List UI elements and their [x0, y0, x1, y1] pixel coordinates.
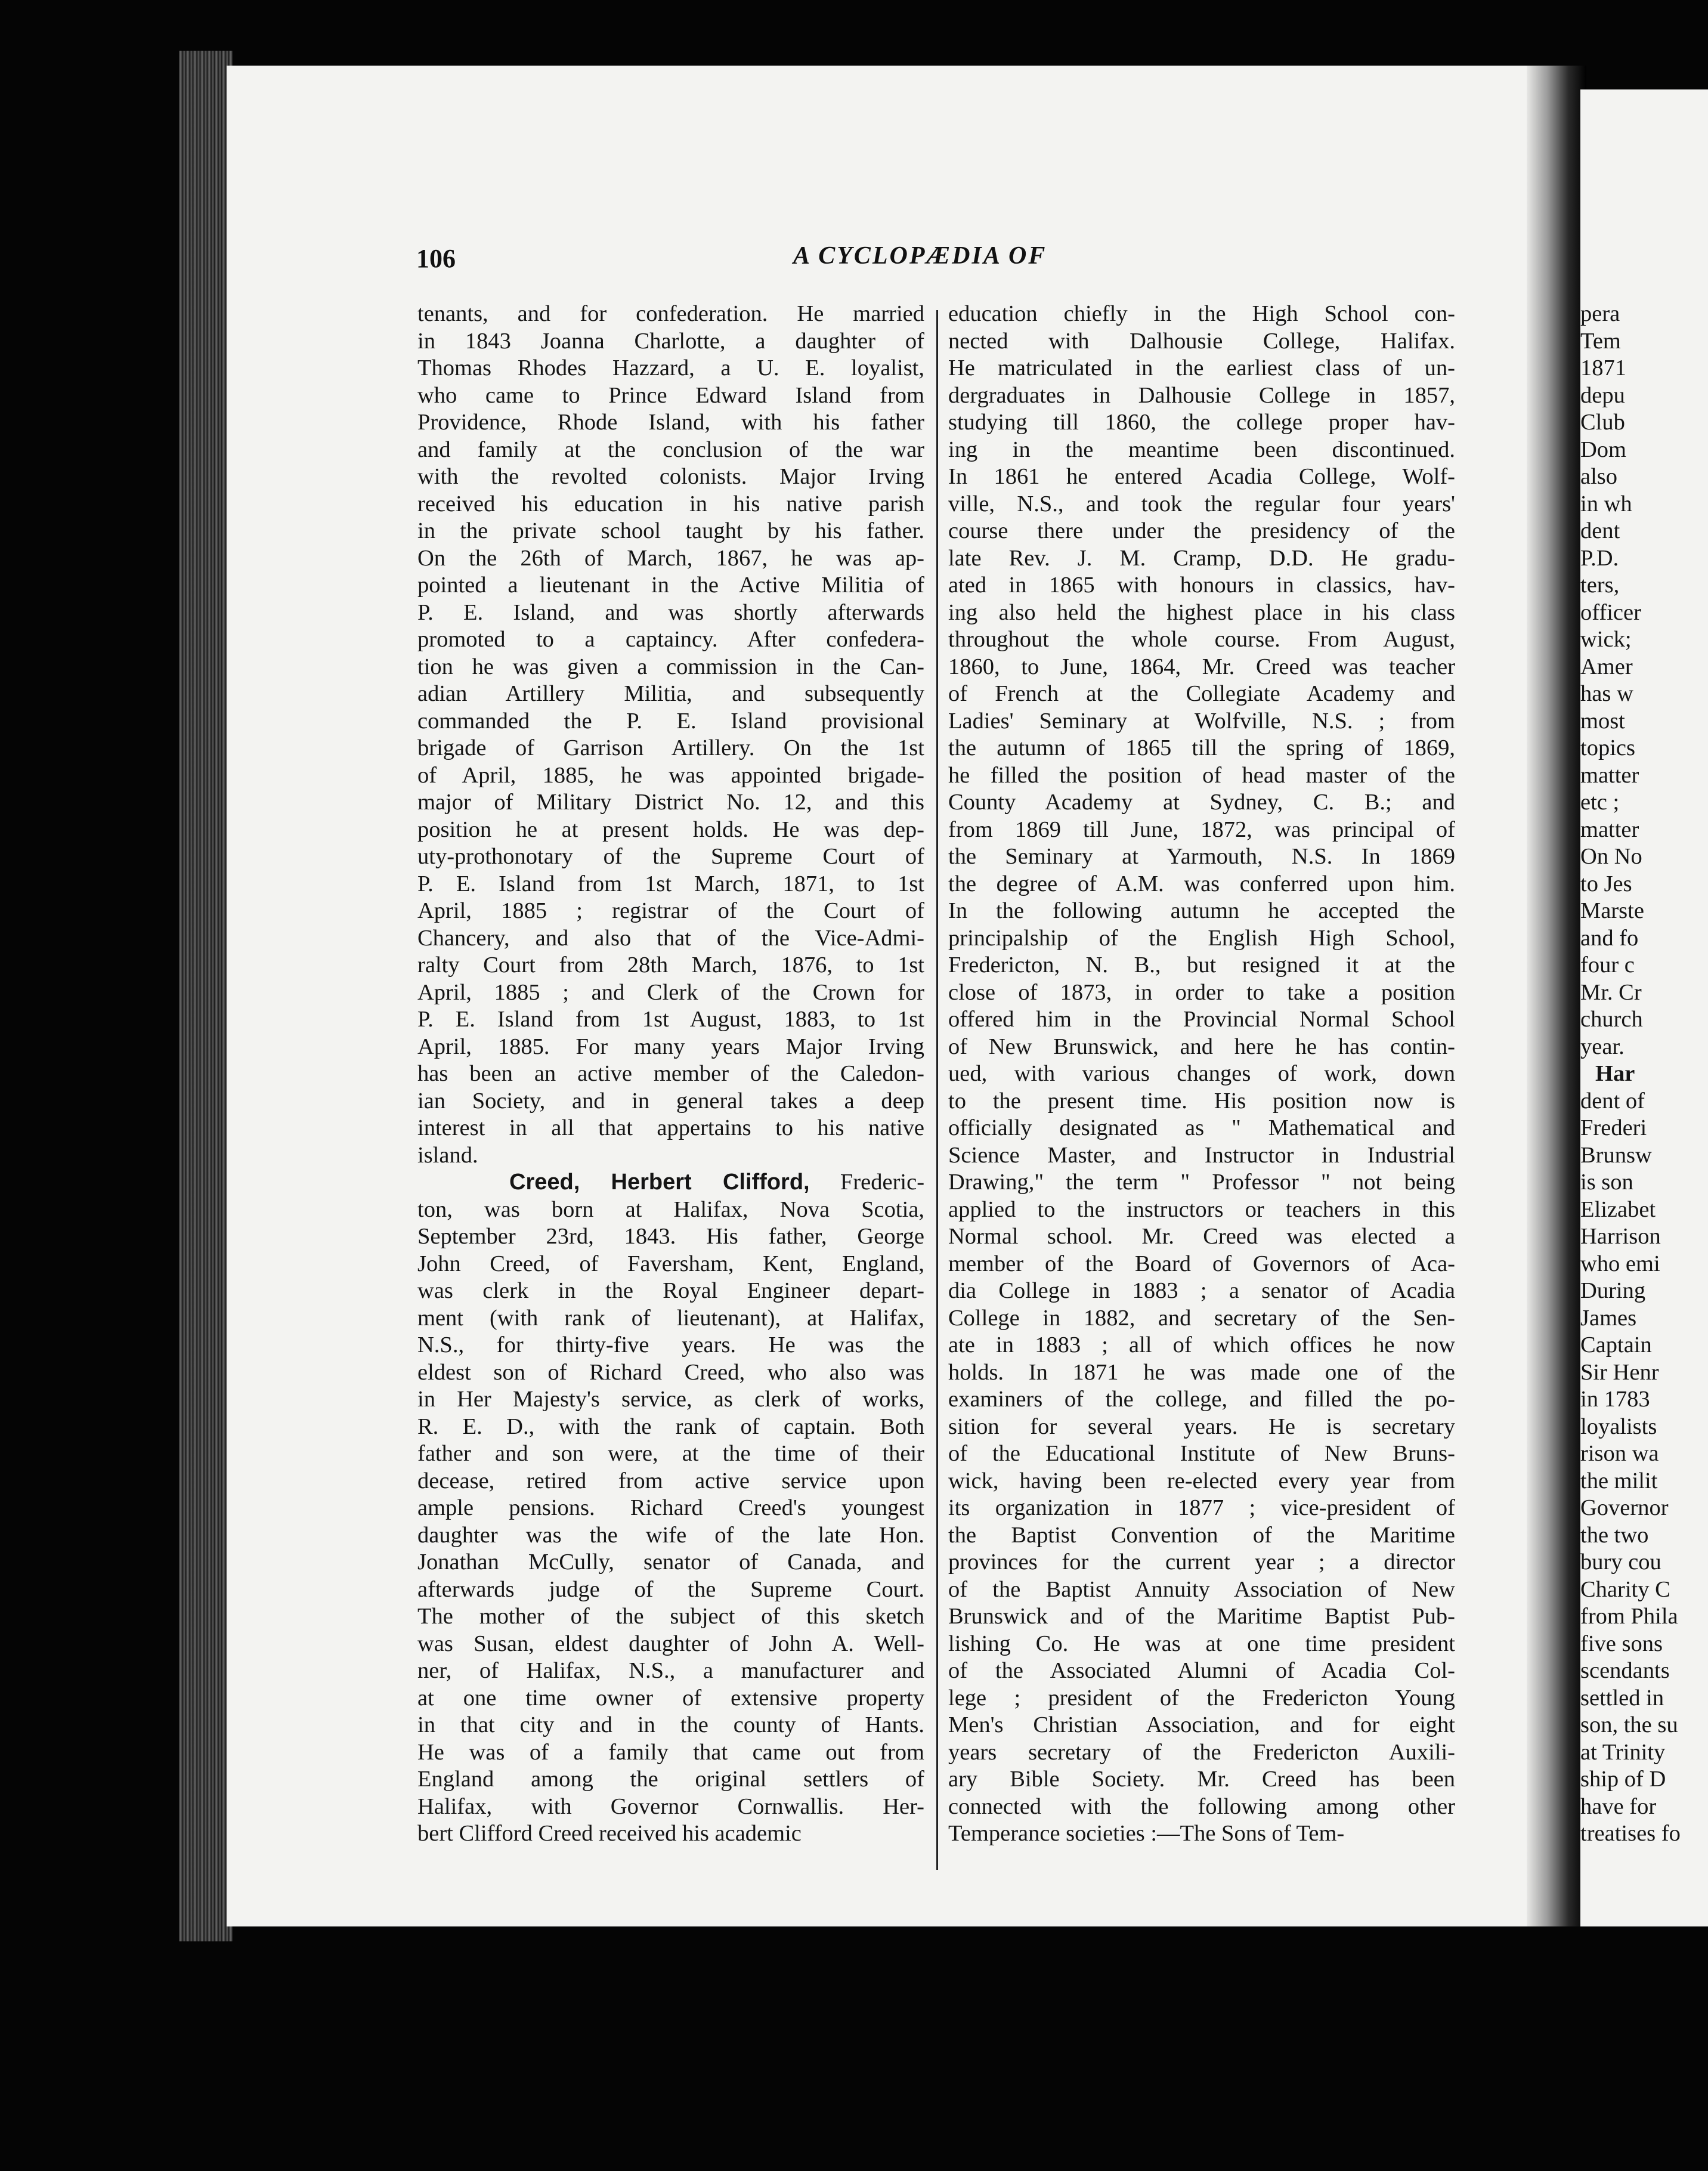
text-line: Dom	[1580, 437, 1626, 462]
text-line: ing also held the highest place in his class	[948, 599, 1455, 625]
text-line: eldest son of Richard Creed, who also was	[417, 1359, 924, 1385]
text-line: Drawing," the term " Professor " not being	[948, 1170, 1455, 1195]
text-line: Marste	[1580, 898, 1644, 923]
text-line: bury cou	[1580, 1550, 1661, 1575]
text-line: in that city and in the county of Hants.	[417, 1712, 924, 1737]
text-line: R. E. D., with the rank of captain. Both	[417, 1414, 924, 1439]
text-line: settled in	[1580, 1685, 1664, 1711]
text-line: scendants	[1580, 1658, 1670, 1683]
text-line: who emi	[1580, 1251, 1660, 1276]
text-line: with the revolted colonists. Major Irving	[417, 464, 924, 489]
text-line: ate in 1883 ; all of which offices he now	[948, 1332, 1455, 1357]
text-line: throughout the whole course. From August,	[948, 627, 1455, 652]
text-line: Club	[1580, 410, 1625, 435]
text-line: dent of	[1580, 1088, 1645, 1114]
text-line: pera	[1580, 301, 1620, 326]
text-line: Thomas Rhodes Hazzard, a U. E. loyalist,	[417, 355, 924, 381]
text-line: he filled the position of head master of the	[948, 762, 1455, 788]
text-line: its organization in 1877 ; vice-president of	[948, 1495, 1455, 1520]
page-number: 106	[416, 244, 456, 273]
text-line: Sir Henr	[1580, 1359, 1659, 1385]
text-line: bert Clifford Creed received his academic	[417, 1821, 802, 1846]
text-line: Men's Christian Association, and for eight	[948, 1712, 1455, 1737]
text-line: at one time owner of extensive property	[417, 1685, 924, 1711]
text-line: County Academy at Sydney, C. B.; and	[948, 790, 1455, 815]
text-line: decease, retired from active service upon	[417, 1468, 924, 1493]
text-line: P. E. Island, and was shortly afterwards	[417, 599, 924, 625]
text-line: lege ; president of the Fredericton Young	[948, 1685, 1455, 1711]
text-line: P.D.	[1580, 545, 1619, 571]
text-line: John Creed, of Faversham, Kent, England,	[417, 1251, 924, 1276]
text-line: On the 26th of March, 1867, he was ap-	[417, 545, 924, 571]
text-line: Mr. Cr	[1580, 979, 1642, 1005]
text-line: education chiefly in the High School con-	[948, 301, 1455, 326]
text-line: ary Bible Society. Mr. Creed has been	[948, 1767, 1455, 1792]
text-line: course there under the presidency of the	[948, 518, 1455, 543]
text-line: Har	[1595, 1061, 1635, 1086]
text-line: ralty Court from 28th March, 1876, to 1st	[417, 952, 924, 978]
text-line: 1871	[1580, 355, 1626, 381]
text-line: have for	[1580, 1793, 1657, 1819]
text-line: Amer	[1580, 654, 1633, 679]
text-line: commanded the P. E. Island provisional	[417, 708, 924, 734]
text-line: also	[1580, 464, 1618, 489]
text-line: the two	[1580, 1522, 1649, 1548]
text-line: of the Educational Institute of New Bruns-	[948, 1441, 1455, 1466]
text-line: officer	[1580, 599, 1641, 625]
text-line: ton, was born at Halifax, Nova Scotia,	[417, 1196, 924, 1222]
text-line: treatises fo	[1580, 1821, 1681, 1846]
text-line: principalship of the English High School,	[948, 925, 1455, 951]
text-line: Harrison	[1580, 1224, 1661, 1249]
text-line: daughter was the wife of the late Hon.	[417, 1522, 924, 1548]
text-line: years secretary of the Fredericton Auxili-	[948, 1739, 1455, 1765]
text-line: etc ;	[1580, 790, 1620, 815]
text-line: promoted to a captaincy. After confedera-	[417, 627, 924, 652]
text-line: in Her Majesty's service, as clerk of works,	[417, 1387, 924, 1412]
text-line: four c	[1580, 952, 1635, 978]
text-line: is son	[1580, 1170, 1633, 1195]
text-line: son, the su	[1580, 1712, 1678, 1737]
text-line: to the present time. His position now is	[948, 1088, 1455, 1114]
text-line: rison wa	[1580, 1441, 1659, 1466]
text-line: five sons	[1580, 1631, 1663, 1656]
text-line: pointed a lieutenant in the Active Militia of	[417, 573, 924, 598]
text-line: who came to Prince Edward Island from	[417, 382, 924, 408]
text-line: of New Brunswick, and here he has contin-	[948, 1034, 1455, 1059]
column-divider	[936, 310, 938, 1870]
text-line: The mother of the subject of this sketch	[417, 1604, 924, 1629]
text-line: On No	[1580, 844, 1642, 869]
text-line: was clerk in the Royal Engineer depart-	[417, 1278, 924, 1303]
text-line: matter	[1580, 817, 1639, 842]
text-line: nected with Dalhousie College, Halifax.	[948, 328, 1455, 354]
text-line: of April, 1885, he was appointed brigade-	[417, 762, 924, 788]
text-line: ner, of Halifax, N.S., a manufacturer and	[417, 1658, 924, 1683]
text-line: father and son were, at the time of their	[417, 1441, 924, 1466]
right-column	[948, 301, 1455, 1848]
text-line: April, 1885 ; registrar of the Court of	[417, 898, 924, 923]
text-line: April, 1885 ; and Clerk of the Crown for	[417, 979, 924, 1005]
text-line: matter	[1580, 762, 1639, 788]
text-line: College in 1882, and secretary of the Sen-	[948, 1305, 1455, 1331]
text-line: has w	[1580, 681, 1633, 706]
text-line: N.S., for thirty-five years. He was the	[417, 1332, 924, 1357]
text-line: ated in 1865 with honours in classics, hav-	[948, 573, 1455, 598]
text-line: lishing Co. He was at one time president	[948, 1631, 1455, 1656]
text-line: P. E. Island from 1st August, 1883, to 1st	[417, 1007, 924, 1032]
text-line: most	[1580, 708, 1625, 734]
text-line: and family at the conclusion of the war	[417, 437, 924, 462]
text-line: tion he was given a commission in the Can-	[417, 654, 924, 679]
text-line: officially designated as " Mathematical and	[948, 1115, 1455, 1140]
text-line: ship of D	[1580, 1767, 1666, 1792]
text-line: and fo	[1580, 925, 1639, 951]
text-line: Frederi	[1580, 1115, 1647, 1140]
text-line: late Rev. J. M. Cramp, D.D. He gradu-	[948, 545, 1455, 571]
text-line: dia College in 1883 ; a senator of Acadia	[948, 1278, 1455, 1303]
text-line: adian Artillery Militia, and subsequently	[417, 681, 924, 706]
text-line: wick;	[1580, 627, 1632, 652]
text-line: holds. In 1871 he was made one of the	[948, 1359, 1455, 1385]
next-page	[1580, 89, 1708, 1926]
text-line: from 1869 till June, 1872, was principal of	[948, 817, 1455, 842]
text-line: ample pensions. Richard Creed's youngest	[417, 1495, 924, 1520]
text-line: provinces for the current year ; a director	[948, 1550, 1455, 1575]
text-line: year.	[1580, 1034, 1625, 1059]
text-line: England among the original settlers of	[417, 1767, 924, 1792]
text-line: loyalists	[1580, 1414, 1657, 1439]
text-line: In 1861 he entered Acadia College, Wolf-	[948, 464, 1455, 489]
text-line: James	[1580, 1305, 1637, 1331]
text-line: Halifax, with Governor Cornwallis. Her-	[417, 1793, 924, 1819]
text-line: received his education in his native parish	[417, 491, 924, 517]
text-line: depu	[1580, 382, 1625, 408]
text-line: island.	[417, 1142, 478, 1168]
text-line: Brunsw	[1580, 1142, 1652, 1168]
text-line: wick, having been re-elected every year from	[948, 1468, 1455, 1493]
text-line: ian Society, and in general takes a deep	[417, 1088, 924, 1114]
text-line: brigade of Garrison Artillery. On the 1st	[417, 735, 924, 760]
text-line: ville, N.S., and took the regular four years'	[948, 491, 1455, 517]
text-line: afterwards judge of the Supreme Court.	[417, 1576, 924, 1602]
text-line: position he at present holds. He was dep-	[417, 817, 924, 842]
text-line: Providence, Rhode Island, with his father	[417, 410, 924, 435]
text-line: was Susan, eldest daughter of John A. Well-	[417, 1631, 924, 1656]
text-line: September 23rd, 1843. His father, George	[417, 1224, 924, 1249]
text-line: During	[1580, 1278, 1646, 1303]
text-line: ued, with various changes of work, down	[948, 1061, 1455, 1086]
running-title: A CYCLOPÆDIA OF	[793, 242, 1047, 270]
text-line: Creed, Herbert Clifford, Frederic-	[509, 1170, 925, 1195]
text-line: P. E. Island from 1st March, 1871, to 1st	[417, 871, 924, 896]
text-line: in the private school taught by his father.	[417, 518, 924, 543]
text-line: 1860, to June, 1864, Mr. Creed was teacher	[948, 654, 1455, 679]
text-line: Fredericton, N. B., but resigned it at the	[948, 952, 1455, 978]
text-line: major of Military District No. 12, and this	[417, 790, 924, 815]
text-line: ters,	[1580, 573, 1620, 598]
text-line: church	[1580, 1007, 1643, 1032]
text-line: Chancery, and also that of the Vice-Admi-	[417, 925, 924, 951]
text-line: sition for several years. He is secretary	[948, 1414, 1455, 1439]
text-line: Jonathan McCully, senator of Canada, and	[417, 1550, 924, 1575]
text-line: of the Baptist Annuity Association of New	[948, 1576, 1455, 1602]
text-line: Elizabet	[1580, 1196, 1656, 1222]
text-line: the autumn of 1865 till the spring of 1869,	[948, 735, 1455, 760]
text-line: offered him in the Provincial Normal School	[948, 1007, 1455, 1032]
book-gutter	[1527, 66, 1586, 1926]
page-edges	[179, 51, 233, 1941]
text-line: from Phila	[1580, 1604, 1678, 1629]
text-line: April, 1885. For many years Major Irving	[417, 1034, 924, 1059]
text-line: the milit	[1580, 1468, 1658, 1493]
text-line: ing in the meantime been discontinued.	[948, 437, 1455, 462]
text-line: the Seminary at Yarmouth, N.S. In 1869	[948, 844, 1455, 869]
text-line: applied to the instructors or teachers in this	[948, 1196, 1455, 1222]
text-line: Science Master, and Instructor in Industrial	[948, 1142, 1455, 1168]
text-line: of the Associated Alumni of Acadia Col-	[948, 1658, 1455, 1683]
text-line: of French at the Collegiate Academy and	[948, 681, 1455, 706]
text-line: Tem	[1580, 328, 1621, 354]
text-line: interest in all that appertains to his native	[417, 1115, 924, 1140]
text-line: at Trinity	[1580, 1739, 1666, 1765]
left-column	[417, 301, 924, 1848]
text-line: He was of a family that came out from	[417, 1739, 924, 1765]
next-page-column	[1580, 301, 1708, 1848]
text-line: to Jes	[1580, 871, 1632, 896]
text-line: Normal school. Mr. Creed was elected a	[948, 1224, 1455, 1249]
text-line: in 1843 Joanna Charlotte, a daughter of	[417, 328, 924, 354]
text-line: uty-prothonotary of the Supreme Court of	[417, 844, 924, 869]
text-line: ment (with rank of lieutenant), at Halifax,	[417, 1305, 924, 1331]
text-line: close of 1873, in order to take a position	[948, 979, 1455, 1005]
text-line: He matriculated in the earliest class of un-	[948, 355, 1455, 381]
text-line: tenants, and for confederation. He married	[417, 301, 924, 326]
text-line: Temperance societies :—The Sons of Tem-	[948, 1821, 1345, 1846]
text-line: Charity C	[1580, 1576, 1670, 1602]
text-line: Governor	[1580, 1495, 1669, 1520]
text-line: Captain	[1580, 1332, 1652, 1357]
text-line: dergraduates in Dalhousie College in 1857,	[948, 382, 1455, 408]
text-line: examiners of the college, and filled the po-	[948, 1387, 1455, 1412]
text-line: dent	[1580, 518, 1620, 543]
text-line: connected with the following among other	[948, 1793, 1455, 1819]
text-line: has been an active member of the Caledon-	[417, 1061, 924, 1086]
text-line: in wh	[1580, 491, 1632, 517]
text-line: In the following autumn he accepted the	[948, 898, 1455, 923]
text-line: Brunswick and of the Maritime Baptist Pub-	[948, 1604, 1455, 1629]
text-line: in 1783	[1580, 1387, 1650, 1412]
text-line: studying till 1860, the college proper hav-	[948, 410, 1455, 435]
text-line: topics	[1580, 735, 1635, 760]
text-line: Ladies' Seminary at Wolfville, N.S. ; from	[948, 708, 1455, 734]
text-line: the Baptist Convention of the Maritime	[948, 1522, 1455, 1548]
text-line: the degree of A.M. was conferred upon him.	[948, 871, 1455, 896]
text-line: member of the Board of Governors of Aca-	[948, 1251, 1455, 1276]
